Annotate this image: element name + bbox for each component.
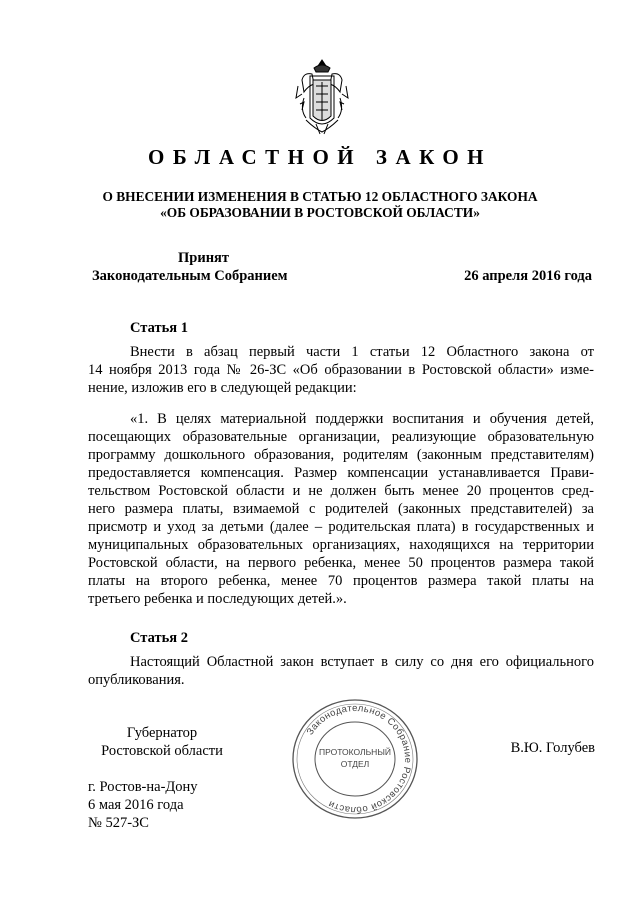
- stamp-center-line1: ПРОТОКОЛЬНЫЙ: [319, 747, 391, 757]
- article1-quote-line: платы на второго ребенка, менее 70 процентов размера такой платы на: [88, 573, 594, 589]
- official-stamp: [290, 697, 420, 821]
- article1-heading: Статья 1: [130, 320, 188, 336]
- adoption-body: Законодательным Собранием: [92, 268, 288, 284]
- article1-quote-line: программу дошкольного образования, родителям (законным представителям): [88, 447, 594, 463]
- adoption-date: 26 апреля 2016 года: [464, 268, 592, 284]
- law-number: № 527-ЗС: [88, 815, 149, 831]
- article1-intro-line: 14 ноября 2013 года № 26-ЗС «Об образовании в Ростовской области» изме-: [88, 362, 594, 378]
- signing-city: г. Ростов-на-Дону: [88, 779, 198, 795]
- article2-line: опубликования.: [88, 672, 185, 688]
- article1-quote-line: него размера платы, взимаемой с родителей (законных представителей) за: [88, 501, 594, 517]
- signing-date: 6 мая 2016 года: [88, 797, 184, 813]
- article1-quote-line: «1. В целях материальной поддержки воспитания и обучения детей,: [130, 411, 594, 427]
- article1-quote-line: Ростовской области, на первого ребенка, менее 50 процентов размера такой: [88, 555, 594, 571]
- stamp-ring-text: Законодательное Собрание Ростовской области: [304, 702, 414, 816]
- article1-intro-line: нение, изложив его в следующей редакции:: [88, 380, 357, 396]
- rostov-region-coat-of-arms-icon: [294, 58, 350, 136]
- article1-quote-line: третьего ребенка и последующих детей.».: [88, 591, 347, 607]
- article1-quote-line: муниципальных образовательных организациях, находящихся на территории: [88, 537, 594, 553]
- governor-title-line1: Губернатор: [126, 725, 198, 741]
- law-title: ОБЛАСТНОЙ ЗАКОН: [147, 145, 492, 169]
- signer-name: В.Ю. Голубев: [510, 740, 595, 756]
- stamp-center-line2: ОТДЕЛ: [340, 759, 370, 769]
- article1-quote-line: присмотр и уход за детьми (далее – родительская плата) в государственных и: [88, 519, 594, 535]
- governor-title: [88, 724, 236, 760]
- article1-quote-line: тельством Ростовской области и не должен быть менее 20 процентов сред-: [88, 483, 594, 499]
- law-subtitle-line2: «ОБ ОБРАЗОВАНИИ В РОСТОВСКОЙ ОБЛАСТИ»: [160, 205, 480, 220]
- place-date-block: [88, 778, 198, 832]
- article1-quote-line: предоставляется компенсация. Размер компенсации устанавливается Прави-: [88, 465, 594, 481]
- adoption-label: Принят: [178, 250, 230, 266]
- article1-quote-line: посещающих образовательные организации, реализующие образовательную: [88, 429, 594, 445]
- governor-title-line2: Ростовской области: [101, 743, 223, 759]
- article1-intro-line: Внести в абзац первый части 1 статьи 12 Областного закона от: [130, 344, 594, 360]
- law-subtitle-line1: О ВНЕСЕНИИ ИЗМЕНЕНИЯ В СТАТЬЮ 12 ОБЛАСТНОГО ЗАКОНА: [102, 189, 538, 204]
- article2-line: Настоящий Областной закон вступает в силу со дня его официального: [130, 654, 594, 670]
- article2-heading: Статья 2: [130, 630, 188, 646]
